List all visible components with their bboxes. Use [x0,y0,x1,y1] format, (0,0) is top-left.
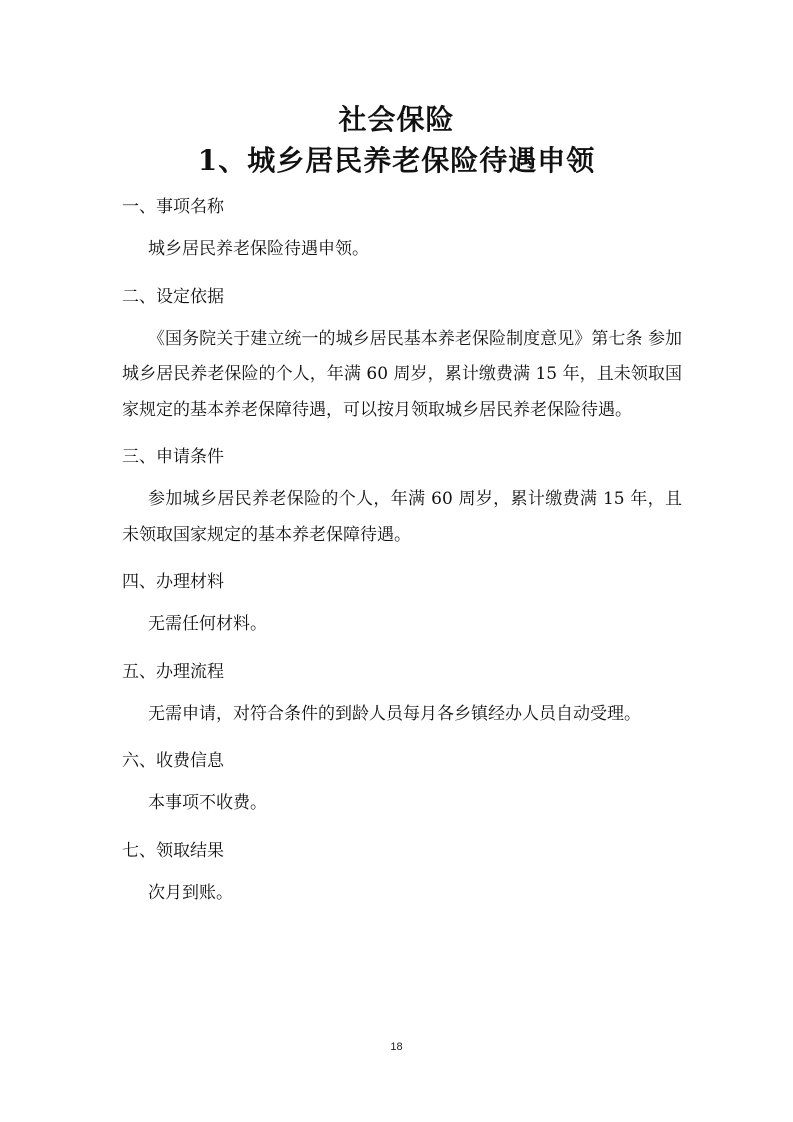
section-paragraph: 参加城乡居民养老保险的个人，年满 60 周岁，累计缴费满 15 年，且未领取国家规定的基本养老保障待遇。 [122,489,682,545]
section-paragraph: 《国务院关于建立统一的城乡居民基本养老保险制度意见》第七条 参加城乡居民养老保险的个人，年满 60 周岁，累计缴费满 15 年，且未领取国家规定的基本养老保障待遇，可以按月领取城乡居民养老保险待遇。 [122,328,682,420]
section-item-name [122,192,682,268]
section-heading: 六、收费信息 [122,751,224,771]
section-heading: 七、领取结果 [122,840,224,861]
section-conditions [122,442,682,553]
section-paragraph: 城乡居民养老保险待遇申领。 [148,239,369,259]
section-heading: 三、申请条件 [122,447,224,467]
section-heading: 五、办理流程 [122,661,224,682]
section-heading: 四、办理材料 [122,572,224,592]
document-body [122,192,682,925]
section-paragraph: 无需任何材料。 [148,614,267,634]
section-result [122,836,682,912]
section-heading: 一、事项名称 [122,197,224,217]
section-legal-basis [122,282,682,429]
document-category-title: 社会保险 [338,103,455,136]
section-fees [122,746,682,822]
section-materials [122,567,682,643]
section-process [122,657,682,733]
section-paragraph: 本事项不收费。 [148,793,267,813]
document-item-title: 1、城乡居民养老保险待遇申领 [197,144,596,177]
section-paragraph: 无需申请，对符合条件的到龄人员每月各乡镇经办人员自动受理。 [148,703,641,724]
section-paragraph: 次月到账。 [148,882,233,903]
section-heading: 二、设定依据 [122,286,224,307]
page-number: 18 [390,1041,403,1053]
